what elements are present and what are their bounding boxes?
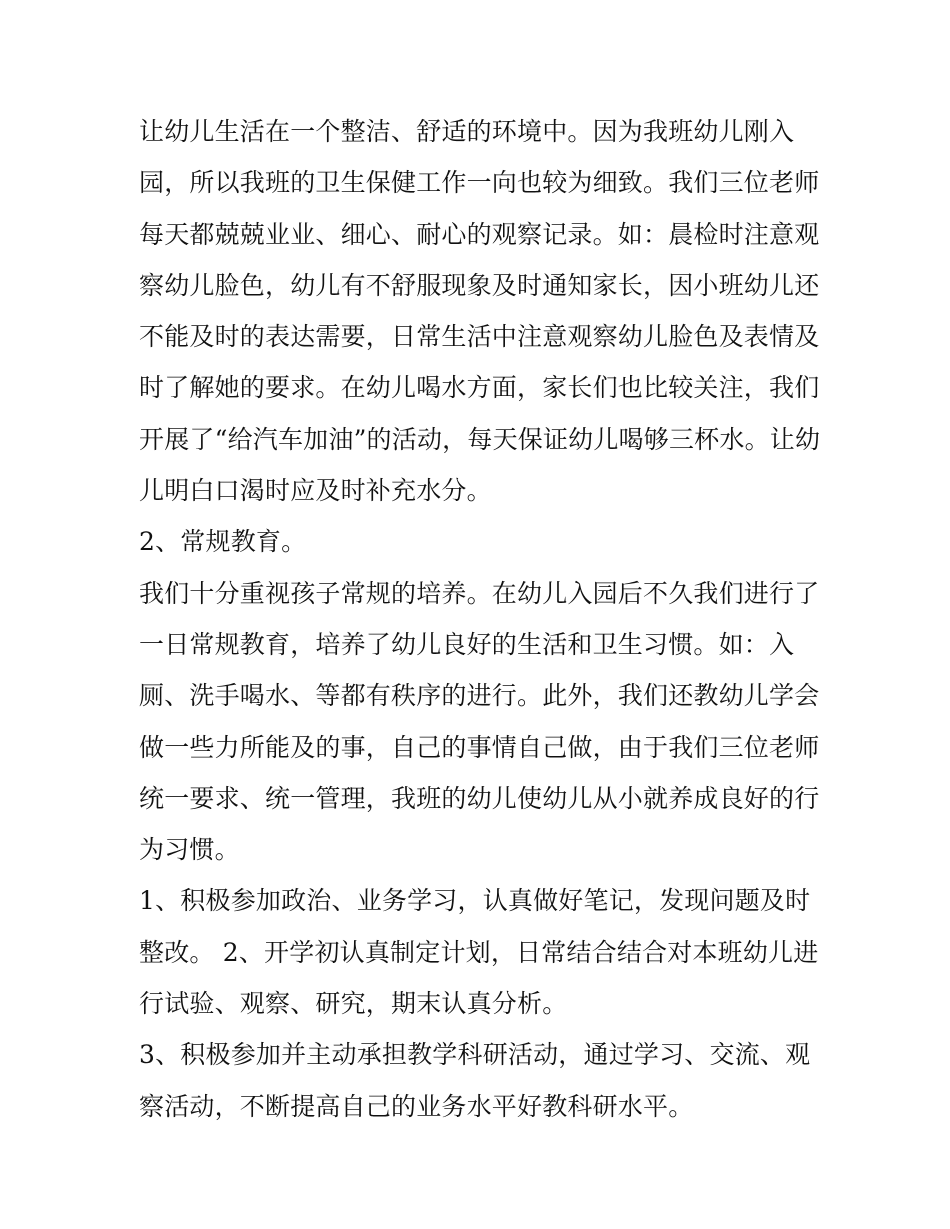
list-item: 3、积极参加并主动承担教学科研活动，通过学习、交流、观 <box>139 1040 811 1070</box>
text-line: 行试验、观察、研究，期末认真分析。 <box>139 989 568 1019</box>
text-line: 一日常规教育，培养了幼儿良好的生活和卫生习惯。如：入 <box>139 629 795 659</box>
text-line: 察活动，不断提高自己的业务水平好教科研水平。 <box>139 1091 694 1121</box>
text-line: 时了解她的要求。在幼儿喝水方面，家长们也比较关注，我们 <box>139 373 820 403</box>
text-line: 做一些力所能及的事，自己的事情自己做，由于我们三位老师 <box>139 732 820 762</box>
text-line: 开展了“给汽车加油”的活动，每天保证幼儿喝够三杯水。让幼 <box>139 424 821 454</box>
list-item: 1、积极参加政治、业务学习，认真做好笔记，发现问题及时 <box>139 886 811 916</box>
text-line: 不能及时的表达需要，日常生活中注意观察幼儿脸色及表情及 <box>139 322 820 352</box>
list-item: 整改。 2、开学初认真制定计划，日常结合结合对本班幼儿进 <box>139 937 819 967</box>
section-heading: 2、常规教育。 <box>139 527 307 557</box>
text-line: 儿明白口渴时应及时补充水分。 <box>139 476 492 506</box>
text-line: 园，所以我班的卫生保健工作一向也较为细致。我们三位老师 <box>139 168 820 198</box>
document-body <box>139 106 819 1132</box>
text-line: 每天都兢兢业业、细心、耐心的观察记录。如：晨检时注意观 <box>139 219 820 249</box>
text-line: 让幼儿生活在一个整洁、舒适的环境中。因为我班幼儿刚入 <box>139 117 795 146</box>
text-line: 我们十分重视孩子常规的培养。在幼儿入园后不久我们进行了 <box>139 578 820 608</box>
text-line: 为习惯。 <box>139 835 240 865</box>
text-line: 统一要求、统一管理，我班的幼儿使幼儿从小就养成良好的行 <box>139 783 820 813</box>
text-line: 厕、洗手喝水、等都有秩序的进行。此外，我们还教幼儿学会 <box>139 681 820 711</box>
text-line: 察幼儿脸色，幼儿有不舒服现象及时通知家长，因小班幼儿还 <box>139 270 820 300</box>
